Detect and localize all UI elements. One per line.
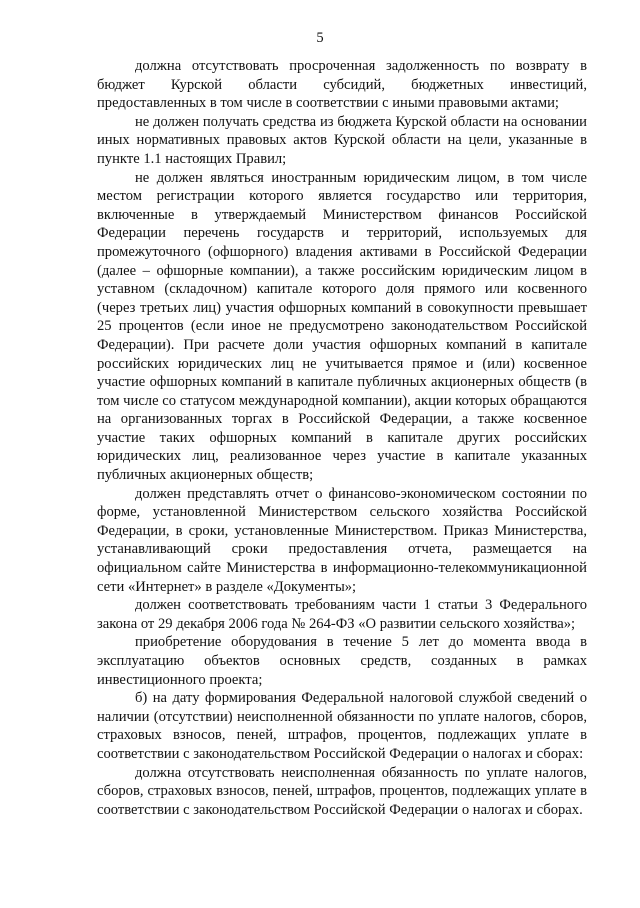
document-body [97,57,587,819]
paragraph-no-other-funds: не должен получать средства из бюджета Курской области на основании иных нормативных правовых актов Курской области на цели, указанные в пункте 1.1 настоящих Правил; [97,113,587,167]
paragraph-federal-law-requirements: должен соответствовать требованиям части 1 статьи 3 Федерального закона от 29 декабря 2006 года № 264-ФЗ «О развитии сельского хозяйства»; [97,597,587,632]
paragraph-financial-report: должен представлять отчет о финансово-экономическом состоянии по форме, установленной Министерством сельского хозяйства Российской Федерации, в сроки, установленные Министерством. Приказ Министерства, устанавливающий сроки предоставления отчета, размещается на официальном сайте Министерства в информационно-телекоммуникационной сети «Интернет» в разделе «Документы»; [97,485,587,595]
paragraph-no-tax-debt: должна отсутствовать неисполненная обязанность по уплате налогов, сборов, страховых взносов, пеней, штрафов, процентов, подлежащих уплате в соответствии с законодательством Российской Федерации о налогах и сборах. [97,764,587,818]
page-number: 5 [316,30,324,46]
paragraph-overdue-debt: должна отсутствовать просроченная задолженность по возврату в бюджет Курской области субсидий, бюджетных инвестиций, предоставленных в том числе в соответствии с иными правовыми актами; [97,58,587,112]
paragraph-tax-service-date: б) на дату формирования Федеральной налоговой службой сведений о наличии (отсутствии) неисполненной обязанности по уплате налогов, сборов, страховых взносов, пеней, штрафов, процентов, подлежащих уплате в соответствии с законодательством Российской Федерации о налогах и сборах: [97,690,587,762]
paragraph-offshore-companies: не должен являться иностранным юридическим лицом, в том числе местом регистрации которого является государство или территория, включенные в утверждаемый Министерством финансов Российской Федерации перечень государств и территорий, используемых для промежуточного (офшорного) владения активами в Российской Федерации (далее – офшорные компании), а также российским юридическим лицом в уставном (складочном) капитале которого доля прямого или косвенного (через третьих лиц) участия офшорных компаний в совокупности превышает 25 процентов (если иное не предусмотрено законодательством Российской Федерации). При расчете доли участия офшорных компаний в капитале российских юридических лиц не учитывается прямое и (или) косвенное участие офшорных компаний в капитале публичных акционерных обществ (в том числе со статусом международной компании), акции которых обращаются на организованных торгах в Российской Федерации, а также косвенное участие таких офшорных компаний в капитале других российских юридических лиц, реализованное через участие в капитале указанных публичных акционерных обществ; [97,169,587,484]
paragraph-equipment-purchase: приобретение оборудования в течение 5 лет до момента ввода в эксплуатацию объектов основных средств, созданных в рамках инвестиционного проекта; [97,634,587,688]
